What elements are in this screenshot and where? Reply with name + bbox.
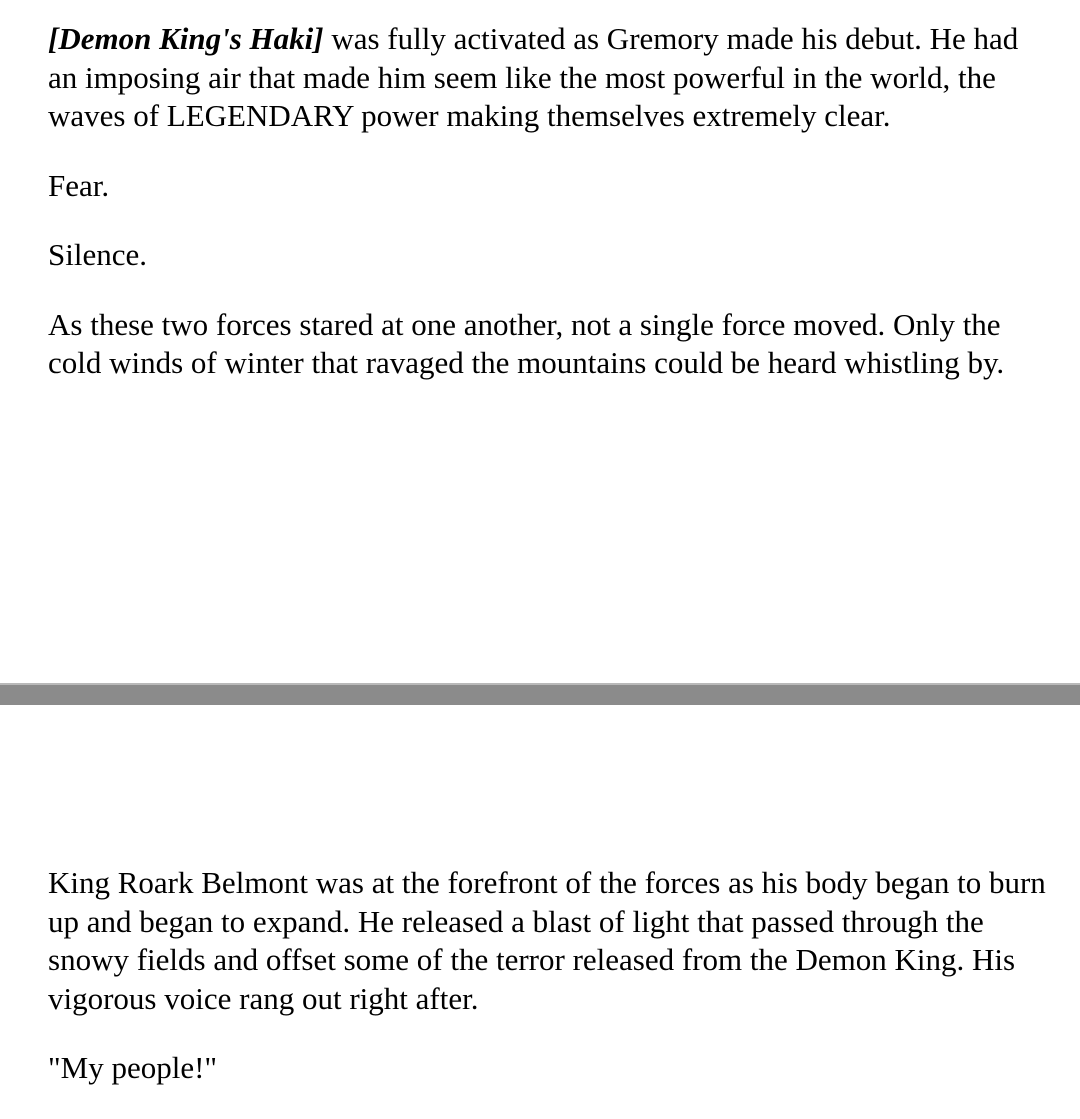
paragraph: [48, 20, 1048, 136]
top-page-text: [48, 20, 1048, 414]
paragraph: "My people!": [48, 1050, 218, 1085]
paragraph: Fear.: [48, 167, 110, 203]
bottom-page-text: [48, 864, 1048, 1119]
page-divider: [0, 683, 1080, 705]
paragraph: Silence.: [48, 237, 147, 272]
paragraph: King Roark Belmont was at the forefront of the forces as his body began to burn up and began to expand. He released a blast of light that passed through the snowy fields and offset some of the terror released from the Demon King. His vigorous voice rang out right after.: [48, 865, 1046, 1016]
skill-name: [Demon King's Haki]: [48, 21, 324, 56]
paragraph: As these two forces stared at one another, not a single force moved. Only the cold winds of winter that ravaged the mountains could be heard whistling by.: [48, 306, 1005, 380]
paragraph-text: was fully activated as Gremory made his debut. He had an imposing air that made him seem like the most powerful in the world, the waves of LEGENDARY power making themselves extremely clear.: [48, 21, 1019, 133]
